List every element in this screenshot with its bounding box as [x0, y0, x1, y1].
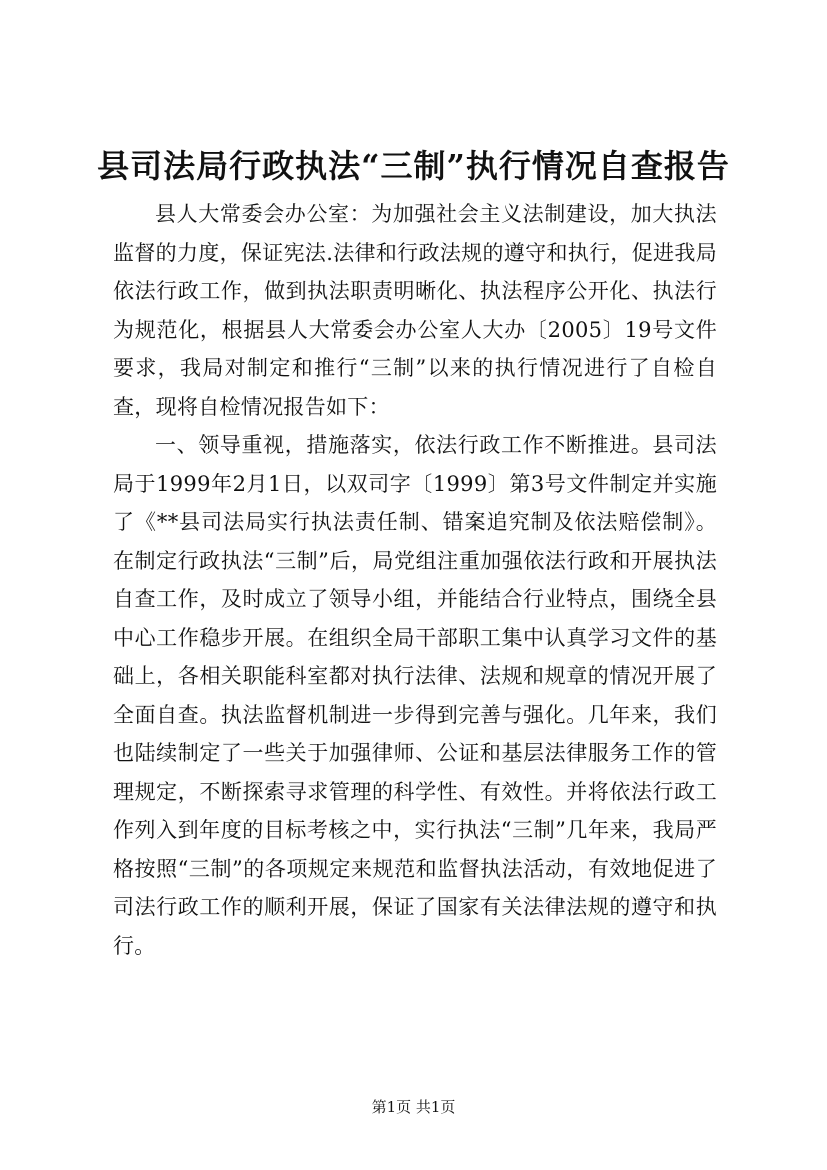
- paragraph-section-one: 一、领导重视，措施落实，依法行政工作不断推进。县司法局于1999年2月1日，以双司字〔1999〕第3号文件制定并实施了《**县司法局实行执法责任制、错案追究制及依法赔偿制》。在制定行政执法“三制”后，局党组注重加强依法行政和开展执法自查工作，及时成立了领导小组，并能结合行业特点，围绕全县中心工作稳步开展。在组织全局干部职工集中认真学习文件的基础上，各相关职能科室都对执行法律、法规和规章的情况开展了全面自查。执法监督机制进一步得到完善与强化。几年来，我们也陆续制定了一些关于加强律师、公证和基层法律服务工作的管理规定，不断探索寻求管理的科学性、有效性。并将依法行政工作列入到年度的目标考核之中，实行执法“三制”几年来，我局严格按照“三制”的各项规定来规范和监督执法活动，有效地促进了司法行政工作的顺利开展，保证了国家有关法律法规的遵守和执行。: [113, 433, 717, 958]
- page-number: 第1页 共1页: [371, 1098, 456, 1116]
- document-body: [113, 195, 717, 965]
- paragraph-intro: 县人大常委会办公室：为加强社会主义法制建设，加大执法监督的力度，保证宪法.法律和行政法规的遵守和执行，促进我局依法行政工作，做到执法职责明晰化、执法程序公开化、执法行为规范化，根据县人大常委会办公室人大办〔2005〕19号文件要求，我局对制定和推行“三制”以来的执行情况进行了自检自查，现将自检情况报告如下：: [113, 202, 717, 419]
- page-footer: [0, 1096, 827, 1118]
- document-title: 县司法局行政执法“三制”执行情况自查报告: [97, 147, 730, 185]
